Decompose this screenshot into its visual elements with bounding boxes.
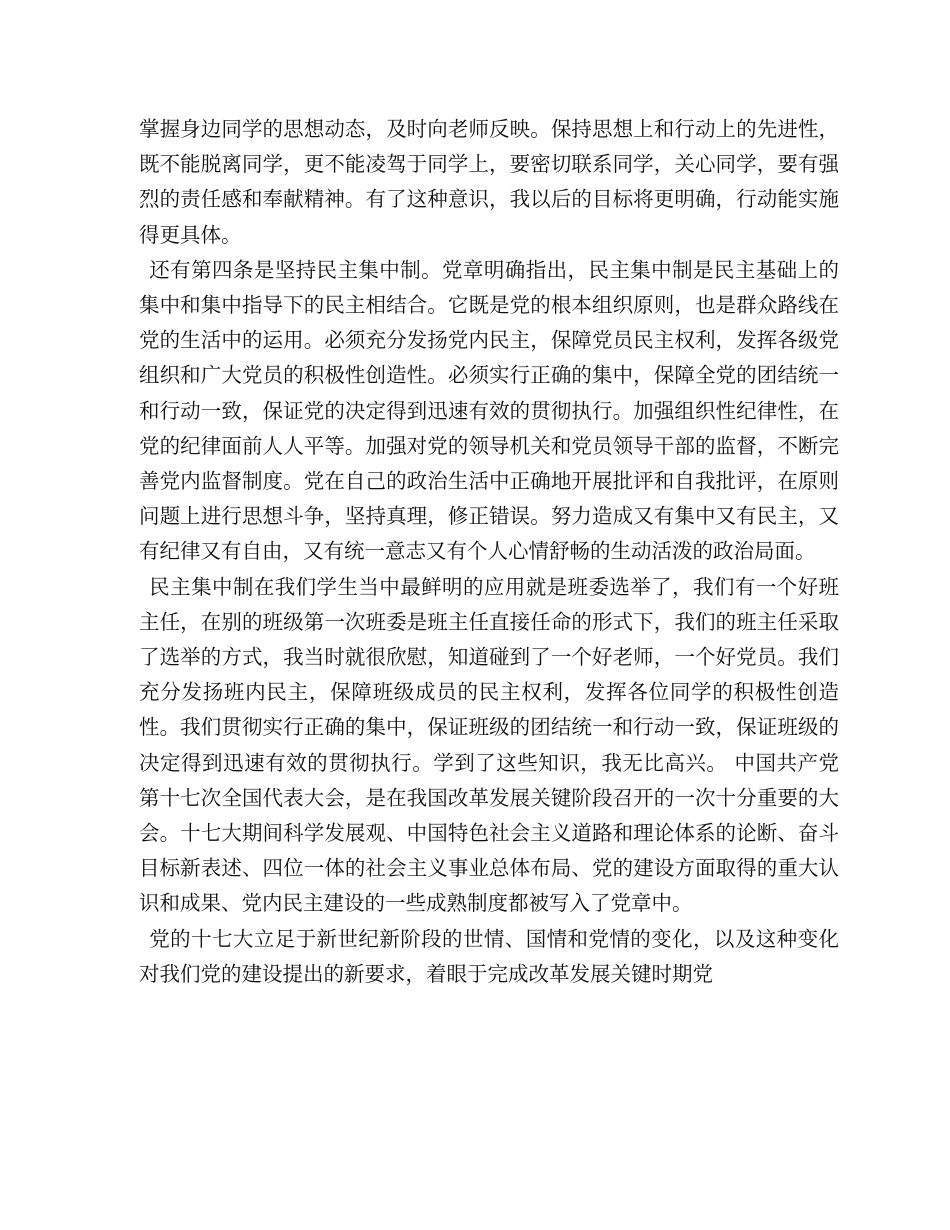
paragraph-4: 党的十七大立足于新世纪新阶段的世情、国情和党情的变化，以及这种变化对我们党的建设提出的新要求，着眼于完成改革发展关键时期党 [139, 926, 839, 986]
paragraph-2: 还有第四条是坚持民主集中制。党章明确指出，民主集中制是民主基础上的集中和集中指导下的民主相结合。它既是党的根本组织原则，也是群众路线在党的生活中的运用。必须充分发扬党内民主，保障党员民主权利，发挥各级党组织和广大党员的积极性创造性。必须实行正确的集中，保障全党的团结统一和行动一致，保证党的决定得到迅速有效的贯彻执行。加强组织性纪律性，在党的纪律面前人人平等。加强对党的领导机关和党员领导干部的监督，不断完善党内监督制度。党在自己的政治生活中正确地开展批评和自我批评，在原则问题上进行思想斗争，坚持真理，修正错误。努力造成又有集中又有民主，又有纪律又有自由，又有统一意志又有个人心情舒畅的生动活泼的政治局面。 [139, 257, 839, 564]
paragraph-1: 掌握身边同学的思想动态，及时向老师反映。保持思想上和行动上的先进性，既不能脱离同学，更不能凌驾于同学上，要密切联系同学，关心同学，要有强烈的责任感和奉献精神。有了这种意识，我以后的目标将更明确，行动能实施得更具体。 [139, 117, 839, 247]
paragraph-3: 民主集中制在我们学生当中最鲜明的应用就是班委选举了，我们有一个好班主任，在别的班级第一次班委是班主任直接任命的形式下，我们的班主任采取了选举的方式，我当时就很欣慰，知道碰到了一个好老师，一个好党员。我们充分发扬班内民主，保障班级成员的民主权利，发挥各位同学的积极性创造性。我们贯彻实行正确的集中，保证班级的团结统一和行动一致，保证班级的决定得到迅速有效的贯彻执行。学到了这些知识，我无比高兴。 中国共产党第十七次全国代表大会，是在我国改革发展关键阶段召开的一次十分重要的大会。十七大期间科学发展观、中国特色社会主义道路和理论体系的论断、奋斗目标新表述、四位一体的社会主义事业总体布局、党的建设方面取得的重大认识和成果、党内民主建设的一些成熟制度都被写入了党章中。 [139, 574, 839, 916]
document-body [139, 112, 839, 992]
